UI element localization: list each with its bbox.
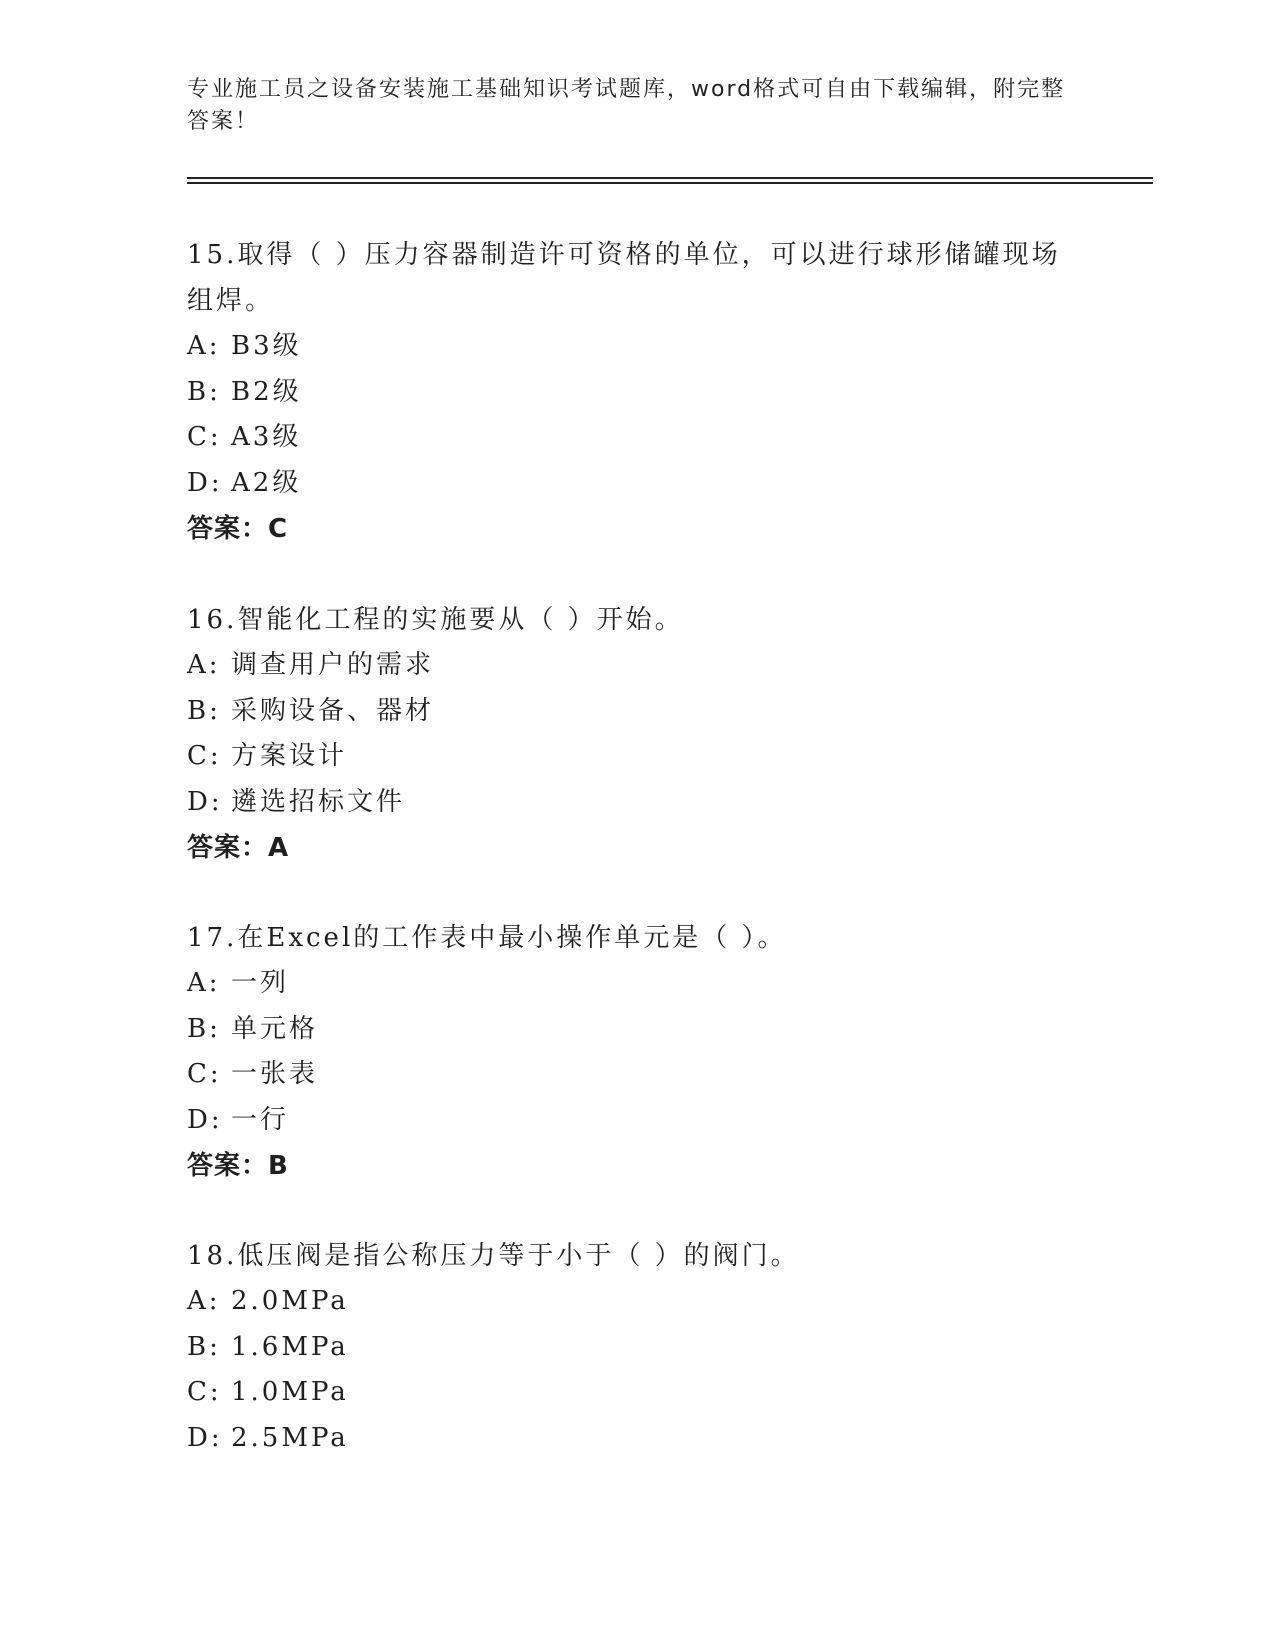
- option-letter: B:: [187, 1331, 221, 1362]
- document-header: 专业施工员之设备安装施工基础知识考试题库，word格式可自由下载编辑，附完整答案！: [187, 77, 1066, 134]
- option-letter: D:: [187, 467, 223, 498]
- option-text: A2级: [231, 467, 302, 498]
- option-b: [187, 1325, 1067, 1371]
- question-16: [187, 597, 1067, 871]
- question-17: [187, 915, 1067, 1189]
- option-letter: D:: [187, 786, 223, 817]
- header-divider-bottom: [187, 182, 1153, 184]
- option-d: [187, 1098, 1067, 1144]
- option-letter: D:: [187, 1422, 223, 1453]
- option-text: 单元格: [231, 1013, 319, 1044]
- question-stem: 17.在Excel的工作表中最小操作单元是（ ）。: [187, 923, 787, 953]
- option-c: [187, 1052, 1067, 1098]
- option-text: 一行: [231, 1104, 290, 1135]
- option-letter: C:: [187, 1059, 222, 1089]
- option-c: [187, 734, 1067, 780]
- option-text: 2.0MPa: [231, 1286, 349, 1316]
- answer-line: 答案：A: [187, 833, 290, 863]
- option-d: [187, 1416, 1067, 1462]
- option-d: [187, 461, 1067, 507]
- option-letter: B:: [187, 1013, 221, 1044]
- option-letter: A:: [187, 650, 221, 680]
- option-d: [187, 780, 1067, 826]
- option-a: [187, 324, 1067, 370]
- question-stem: 16.智能化工程的实施要从（ ）开始。: [187, 605, 684, 635]
- header-divider-top: [187, 177, 1153, 179]
- option-b: [187, 1007, 1067, 1053]
- option-letter: C:: [187, 741, 222, 771]
- option-letter: D:: [187, 1104, 223, 1135]
- option-text: 1.0MPa: [231, 1377, 349, 1407]
- option-letter: A:: [187, 331, 221, 361]
- question-stem: 18.低压阀是指公称压力等于小于（ ）的阀门。: [187, 1241, 800, 1271]
- option-letter: C:: [187, 1377, 222, 1407]
- option-text: 一列: [231, 968, 290, 998]
- option-text: B3级: [231, 331, 302, 361]
- option-c: [187, 1370, 1067, 1416]
- option-text: 方案设计: [231, 741, 348, 771]
- option-a: [187, 961, 1067, 1007]
- option-a: [187, 643, 1067, 689]
- answer-line: 答案：C: [187, 514, 289, 544]
- option-b: [187, 370, 1067, 416]
- option-letter: B:: [187, 376, 221, 407]
- question-18: [187, 1233, 1067, 1461]
- option-letter: B:: [187, 695, 221, 726]
- option-text: 遴选招标文件: [231, 786, 406, 817]
- option-b: [187, 689, 1067, 735]
- option-a: [187, 1279, 1067, 1325]
- option-text: 2.5MPa: [231, 1422, 349, 1453]
- option-text: 调查用户的需求: [231, 650, 435, 680]
- question-15: [187, 232, 1067, 552]
- option-text: 1.6MPa: [231, 1331, 349, 1362]
- option-letter: A:: [187, 1286, 221, 1316]
- option-letter: A:: [187, 968, 221, 998]
- answer-line: 答案：B: [187, 1151, 289, 1181]
- option-c: [187, 415, 1067, 461]
- option-letter: C:: [187, 422, 222, 452]
- option-text: 一张表: [231, 1059, 319, 1089]
- question-stem: 15.取得（ ）压力容器制造许可资格的单位，可以进行球形储罐现场组焊。: [187, 240, 1061, 316]
- option-text: A3级: [231, 422, 302, 452]
- option-text: B2级: [231, 376, 302, 407]
- option-text: 采购设备、器材: [231, 695, 435, 726]
